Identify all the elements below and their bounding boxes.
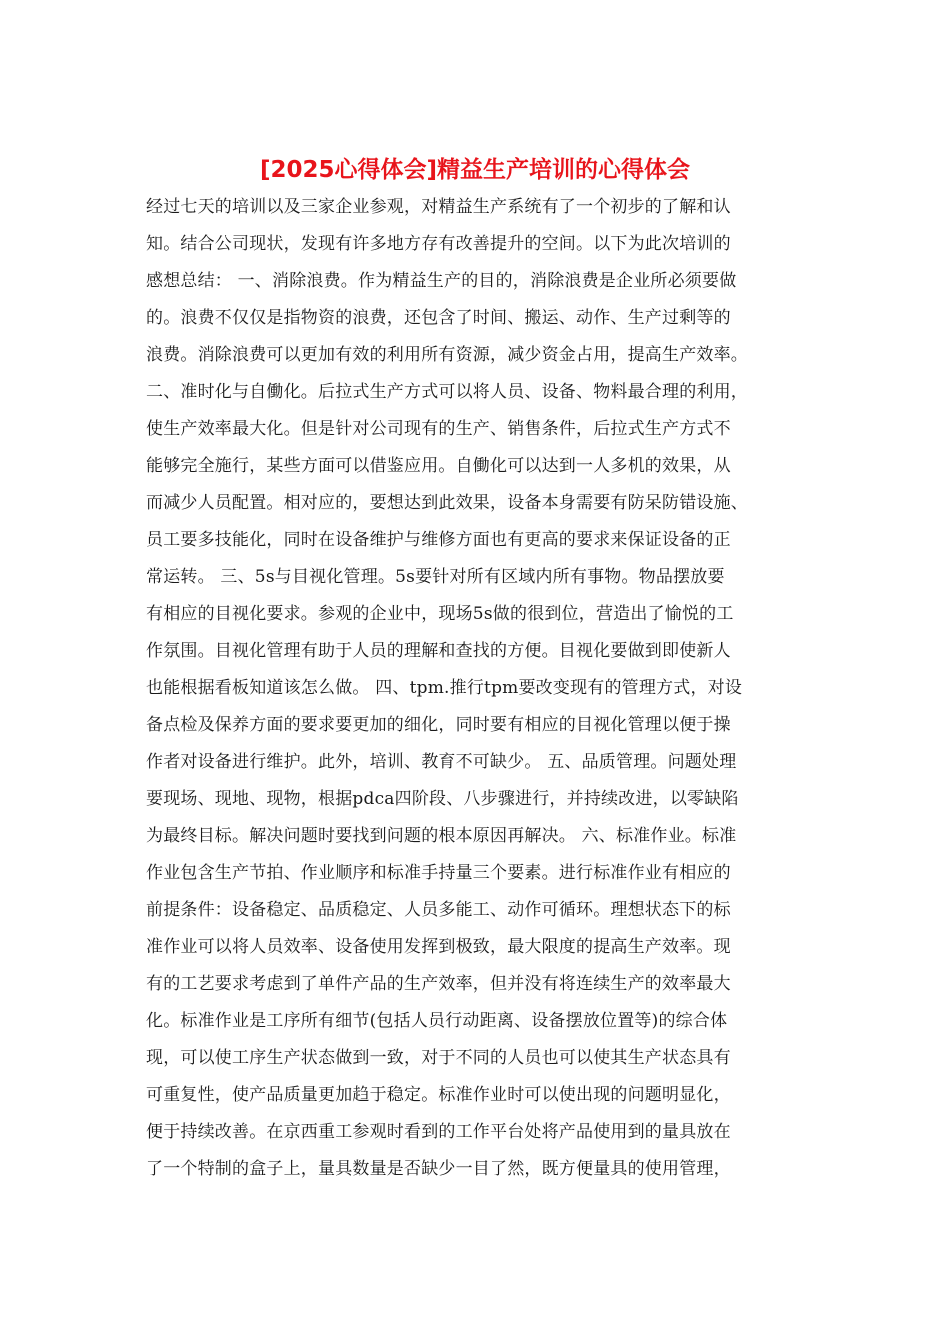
body-line: 备点检及保养方面的要求要更加的细化，同时要有相应的目视化管理以便于操 <box>146 715 731 735</box>
body-line: 可重复性，使产品质量更加趋于稳定。标准作业时可以使出现的问题明显化， <box>146 1085 731 1105</box>
document-body <box>146 189 826 1188</box>
body-line: 二、准时化与自働化。后拉式生产方式可以将人员、设备、物料最合理的利用， <box>146 382 748 402</box>
body-line: 化。标准作业是工序所有细节(包括人员行动距离、设备摆放位置等)的综合体 <box>146 1011 728 1031</box>
body-line: 而减少人员配置。相对应的，要想达到此效果，设备本身需要有防呆防错设施、 <box>146 493 748 513</box>
document-title: [2025心得体会]精益生产培训的心得体会 <box>259 157 691 183</box>
body-line: 经过七天的培训以及三家企业参观，对精益生产系统有了一个初步的了解和认 <box>146 197 731 217</box>
body-line: 现，可以使工序生产状态做到一致，对于不同的人员也可以使其生产状态具有 <box>146 1048 731 1068</box>
body-line: 前提条件：设备稳定、品质稳定、人员多能工、动作可循环。理想状态下的标 <box>146 900 731 920</box>
body-line: 也能根据看板知道该怎么做。 四、tpm.推行tpm要改变现有的管理方式，对设 <box>146 678 743 698</box>
body-line: 有相应的目视化要求。参观的企业中，现场5s做的很到位，营造出了愉悦的工 <box>146 604 734 624</box>
body-line: 了一个特制的盒子上，量具数量是否缺少一目了然，既方便量具的使用管理， <box>146 1159 731 1179</box>
body-line: 作业包含生产节拍、作业顺序和标准手持量三个要素。进行标准作业有相应的 <box>146 863 731 883</box>
body-line: 有的工艺要求考虑到了单件产品的生产效率，但并没有将连续生产的效率最大 <box>146 974 731 994</box>
body-line: 浪费。消除浪费可以更加有效的利用所有资源，减少资金占用，提高生产效率。 <box>146 345 748 365</box>
body-line: 为最终目标。解决问题时要找到问题的根本原因再解决。 六、标准作业。标准 <box>146 826 737 846</box>
body-line: 感想总结： 一、消除浪费。作为精益生产的目的，消除浪费是企业所必须要做 <box>146 271 737 291</box>
body-line: 要现场、现地、现物，根据pdca四阶段、八步骤进行，并持续改进，以零缺陷 <box>146 789 739 809</box>
body-line: 准作业可以将人员效率、设备使用发挥到极致，最大限度的提高生产效率。现 <box>146 937 731 957</box>
body-line: 知。结合公司现状，发现有许多地方存有改善提升的空间。以下为此次培训的 <box>146 234 731 254</box>
body-line: 作者对设备进行维护。此外，培训、教育不可缺少。 五、品质管理。问题处理 <box>146 752 737 772</box>
body-line: 员工要多技能化，同时在设备维护与维修方面也有更高的要求来保证设备的正 <box>146 530 731 550</box>
body-line: 作氛围。目视化管理有助于人员的理解和查找的方便。目视化要做到即使新人 <box>146 641 731 661</box>
body-line: 能够完全施行，某些方面可以借鉴应用。自働化可以达到一人多机的效果，从 <box>146 456 731 476</box>
body-line: 常运转。 三、5s与目视化管理。5s要针对所有区域内所有事物。物品摆放要 <box>146 567 725 587</box>
body-line: 便于持续改善。在京西重工参观时看到的工作平台处将产品使用到的量具放在 <box>146 1122 731 1142</box>
body-line: 使生产效率最大化。但是针对公司现有的生产、销售条件，后拉式生产方式不 <box>146 419 731 439</box>
body-line: 的。浪费不仅仅是指物资的浪费，还包含了时间、搬运、动作、生产过剩等的 <box>146 308 731 328</box>
